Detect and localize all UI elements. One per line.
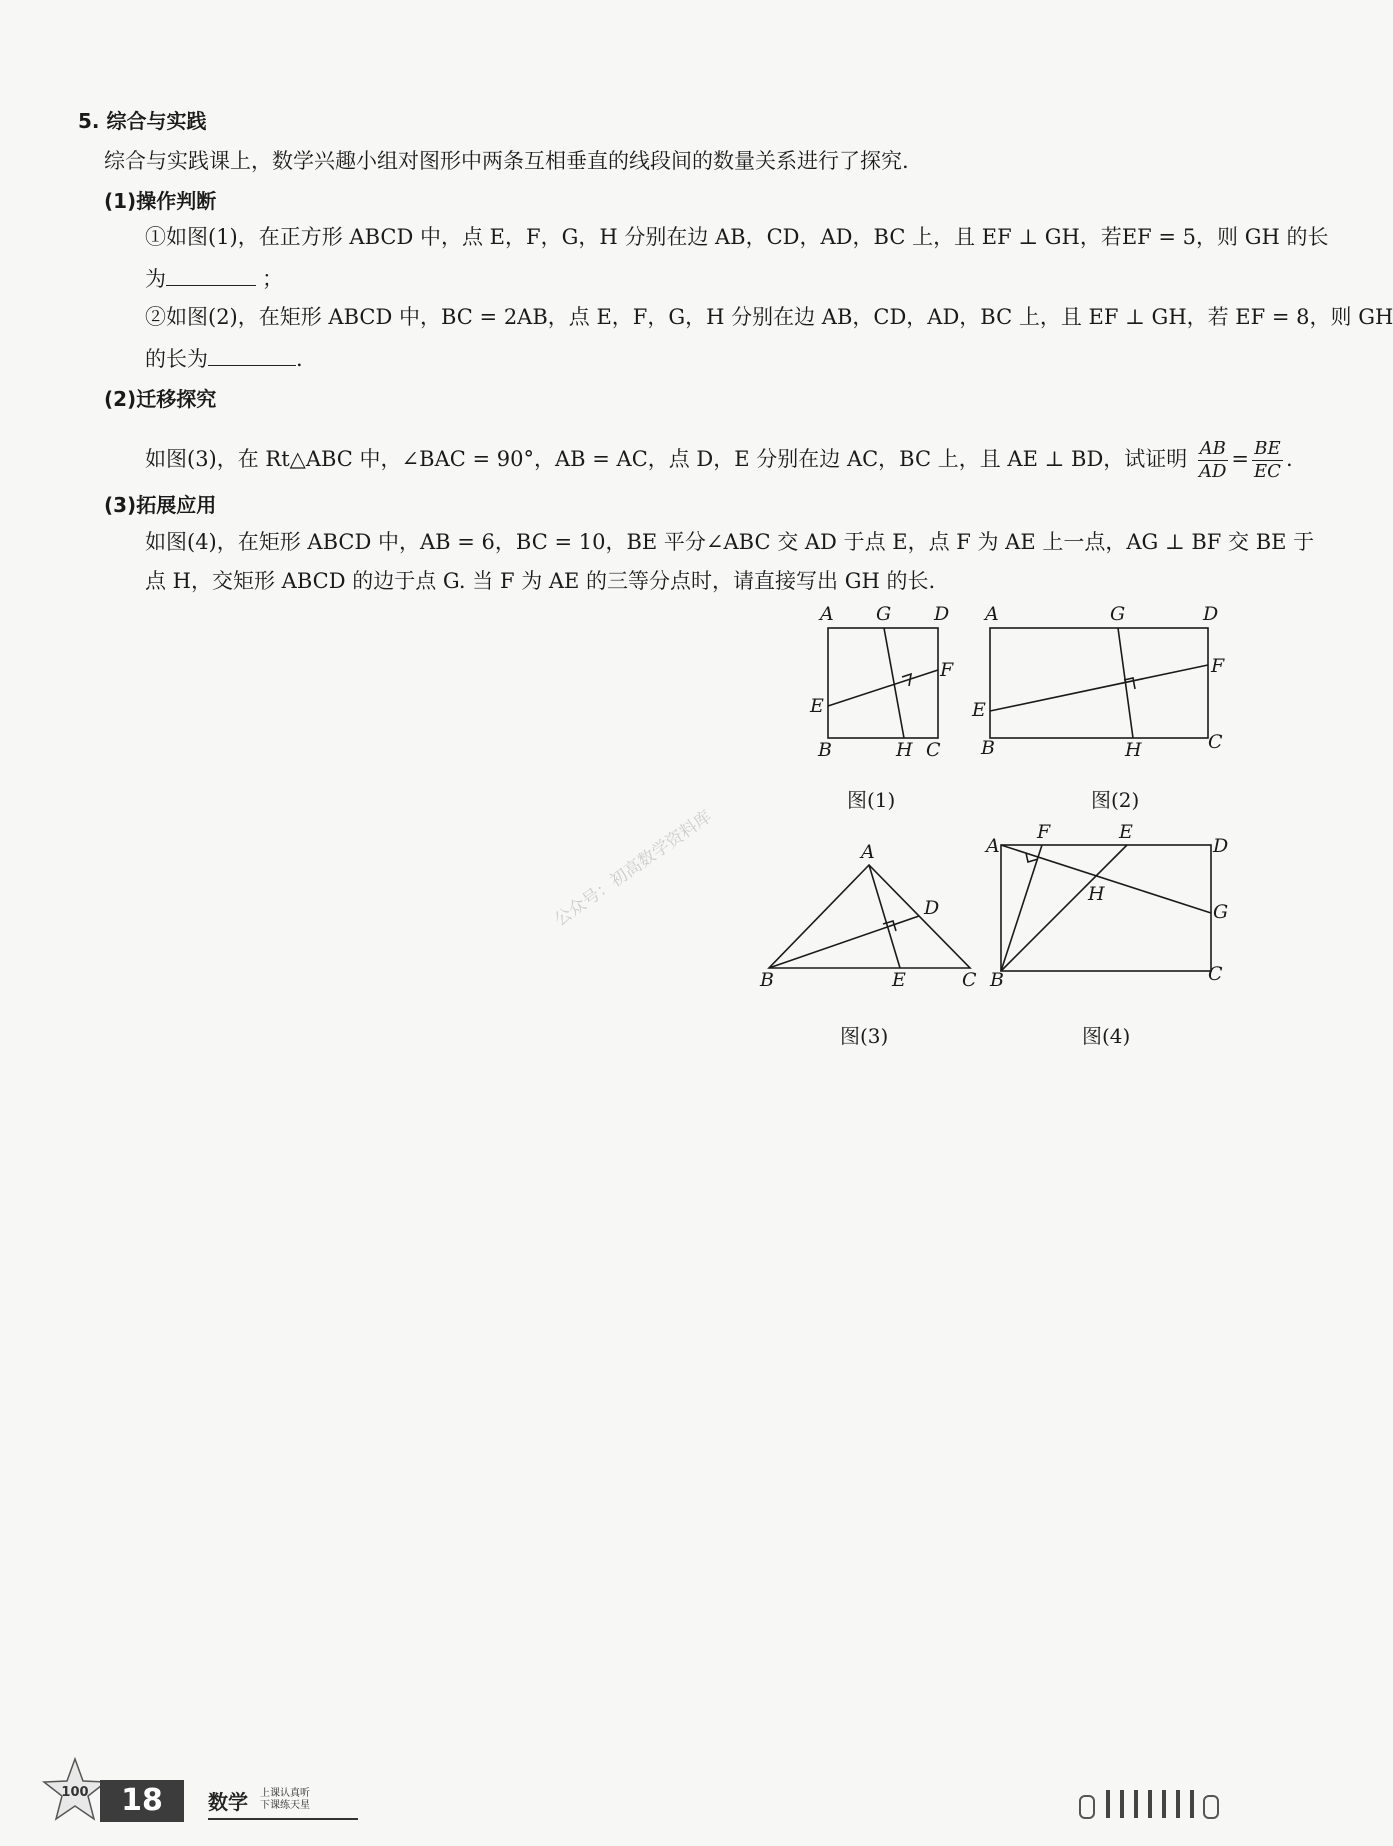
barcode-bars-icon — [1080, 1788, 1230, 1820]
fig2-rectangle — [990, 628, 1208, 738]
frac-left-numerator: AB — [1199, 438, 1226, 459]
fig3-label-a: A — [861, 841, 875, 863]
fig4-caption: 图(4) — [1082, 1024, 1131, 1048]
fig2-label-h: H — [1125, 739, 1142, 761]
part1-q2-line1: ②如图(2)，在矩形 ABCD 中，BC = 2AB，点 E，F，G，H 分别在边 AB，CD，AD，BC 上，且 EF ⊥ GH，若 EF = 8，则 GH — [145, 305, 1393, 329]
fig4-label-f: F — [1037, 821, 1051, 843]
fig1-label-h: H — [896, 739, 913, 761]
fig4-rectangle — [1001, 845, 1211, 971]
fig2-label-c: C — [1208, 731, 1223, 753]
fig1-segment-ef — [828, 670, 938, 706]
part3-line2: 点 H，交矩形 ABCD 的边于点 G. 当 F 为 AE 的三等分点时，请直接写出 GH 的长. — [145, 569, 936, 593]
fig1-segment-gh — [884, 628, 904, 738]
fig4-label-g: G — [1213, 901, 1229, 923]
problem-title: 5. 综合与实践 — [78, 109, 207, 133]
q1-suffix: ； — [262, 267, 283, 291]
part2-statement: 如图(3)，在 Rt△ABC 中，∠BAC = 90°，AB = AC，点 D，E 分别在边 AC，BC 上，且 AE ⊥ BD，试证明 — [145, 447, 1188, 471]
fig1-square — [828, 628, 938, 738]
fig4-label-h: H — [1088, 883, 1105, 905]
frac-left-denominator: AD — [1198, 461, 1227, 482]
fig1-label-c: C — [926, 739, 941, 761]
mascot-text: 100 — [61, 1785, 89, 1800]
fig2-label-f: F — [1211, 655, 1225, 677]
fig3-label-d: D — [924, 897, 940, 919]
fig3-label-b: B — [760, 969, 774, 991]
equals-sign: = — [1231, 447, 1250, 471]
fig4-segment-be — [1001, 845, 1127, 971]
part3-line1: 如图(4)，在矩形 ABCD 中，AB = 6，BC = 10，BE 平分∠ABC 交 AD 于点 E，点 F 为 AE 上一点，AG ⊥ BF 交 BE 于 — [145, 530, 1315, 554]
page-footer — [40, 1778, 1240, 1834]
fig2-segment-ef — [990, 665, 1208, 711]
fig1-label-b: B — [818, 739, 832, 761]
fig1-label-f: F — [940, 659, 954, 681]
part1-q1-line1: ①如图(1)，在正方形 ABCD 中，点 E，F，G，H 分别在边 AB，CD，AD，BC 上，且 EF ⊥ GH，若EF = 5，则 GH 的长 — [145, 225, 1329, 249]
fig1-label-d: D — [934, 603, 950, 625]
part2-end: . — [1285, 447, 1293, 471]
part3-title: (3)拓展应用 — [104, 493, 217, 517]
frac-right-denominator: EC — [1254, 461, 1281, 482]
fig1-label-a: A — [820, 603, 834, 625]
fig2-caption: 图(2) — [1091, 788, 1140, 812]
watermark-text: 公众号：初高数学资料库 — [550, 806, 716, 931]
fig1-label-g: G — [876, 603, 892, 625]
fig3-caption: 图(3) — [840, 1024, 889, 1048]
part1-title: (1)操作判断 — [104, 189, 217, 213]
fig4-label-a: A — [986, 835, 1000, 857]
page-number: 18 — [100, 1780, 184, 1822]
fig3-label-e: E — [892, 969, 906, 991]
fig1-label-e: E — [810, 695, 824, 717]
q2-suffix: . — [296, 347, 303, 371]
fig3-label-c: C — [962, 969, 977, 991]
fig2-label-b: B — [981, 737, 995, 759]
footer-motto — [260, 1788, 310, 1812]
fig2-label-a: A — [985, 603, 999, 625]
frac-right-numerator: BE — [1254, 438, 1281, 459]
fig2-label-d: D — [1203, 603, 1219, 625]
fig3-triangle — [769, 865, 970, 968]
fig4-segment-bf — [1001, 845, 1042, 971]
fig2-label-e: E — [972, 699, 986, 721]
motto-line1: 上课认真听 — [260, 1788, 310, 1799]
fig4-label-c: C — [1208, 963, 1223, 985]
fig3-segment-bd — [769, 916, 919, 968]
fig4-segment-ag — [1001, 845, 1211, 913]
q1-prefix: 为 — [145, 267, 166, 291]
footer-subject: 数学 — [208, 1790, 248, 1814]
fig1-caption: 图(1) — [847, 788, 896, 812]
problem-intro: 综合与实践课上，数学兴趣小组对图形中两条互相垂直的线段间的数量关系进行了探究. — [104, 149, 909, 173]
fig4-label-d: D — [1213, 835, 1229, 857]
motto-line2: 下课练天星 — [260, 1800, 310, 1811]
footer-rule — [208, 1818, 358, 1820]
fig2-label-g: G — [1110, 603, 1126, 625]
part2-title: (2)迁移探究 — [104, 387, 217, 411]
fig4-label-b: B — [990, 969, 1004, 991]
fig4-label-e: E — [1119, 821, 1133, 843]
q2-prefix: 的长为 — [145, 347, 208, 371]
